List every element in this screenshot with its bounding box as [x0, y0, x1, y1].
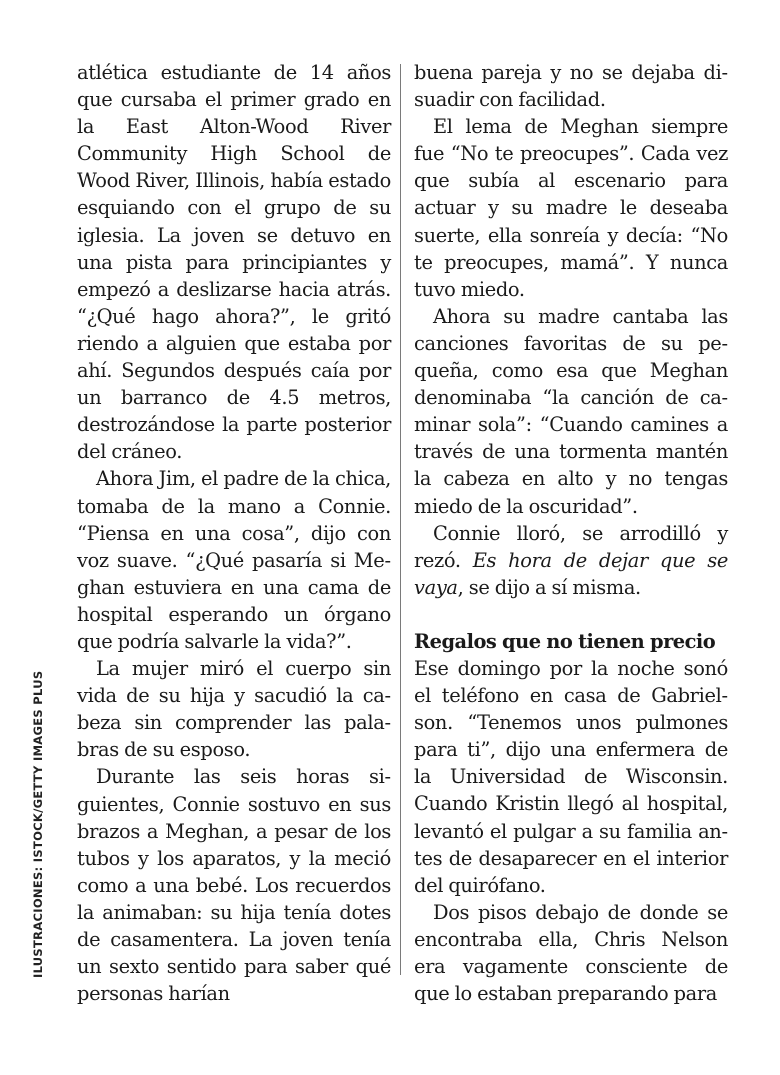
paragraph: [414, 520, 728, 601]
paragraph: Ese domingo por la noche sonó el teléfono en casa de Gabrielson. “Tenemos unos pulmones para ti”, dijo una enfermera de la Universidad de Wisconsin. Cuando Kristin llegó al hospital, levantó el pulgar a su familia antes de desaparecer en el interior del quirófano.: [414, 656, 728, 897]
paragraph-text: Connie lloró, se arrodilló y rezó.: [414, 521, 728, 572]
paragraph: buena pareja y no se dejaba disuadir con facilidad.: [414, 61, 728, 112]
paragraph-text: , se dijo a sí misma.: [457, 575, 641, 599]
paragraph: La mujer miró el cuerpo sin vida de su hija y sacudió la cabeza sin comprender las palabras de su esposo.: [77, 657, 391, 762]
italic-thought: Es hora de dejar que se vaya: [414, 548, 728, 599]
paragraph: Durante las seis horas siguientes, Connie sostuvo en sus brazos a Meghan, a pesar de los tubos y los aparatos, y la meció como a una bebé. Los recuerdos la animaban: su hija tenía dotes de casamentera. La joven tenía un sexto sentido para saber qué personas harían: [77, 765, 391, 1006]
paragraph: Ahora su madre cantaba las canciones favoritas de su pequeña, como esa que Meghan denominaba “la canción de caminar sola”: “Cuando camines a través de una tormenta mantén la cabeza en alto y no tengas miedo de la oscuridad”.: [414, 304, 728, 518]
left-column: [77, 59, 391, 1007]
illustration-credit: ILUSTRACIONES: ISTOCK/GETTY IMAGES PLUS: [31, 670, 45, 978]
paragraph: El lema de Meghan siempre fue “No te preocupes”. Cada vez que subía al escenario para actuar y su madre le deseaba suerte, ella sonreía y decía: “No te preocupes, mamá”. Y nunca tuvo miedo.: [414, 115, 728, 301]
right-column: [414, 59, 728, 1007]
section-heading: Regalos que no tienen precio: [414, 629, 716, 653]
paragraph: atlética estudiante de 14 años que cursaba el primer grado en la East Alton-Wood River Community High School de Wood River, Illinois, había estado esquiando con el grupo de su iglesia. La joven se detuvo en una pista para principiantes y empezó a deslizarse hacia atrás. “¿Qué hago ahora?”, le gritó riendo a alguien que estaba por ahí. Segundos después caía por un barranco de 4.5 metros, destrozándose la parte posterior del cráneo.: [77, 61, 391, 464]
column-divider: [400, 64, 401, 975]
paragraph: Dos pisos debajo de donde se encontraba ella, Chris Nelson era vagamente consciente de que lo estaban preparando para: [414, 900, 728, 1006]
paragraph: Ahora Jim, el padre de la chica, tomaba de la mano a Connie. “Piensa en una cosa”, dijo con voz suave. “¿Qué pasaría si Meghan estuviera en una cama de hospital esperando un órgano que podría salvarle la vida?”.: [77, 467, 391, 653]
